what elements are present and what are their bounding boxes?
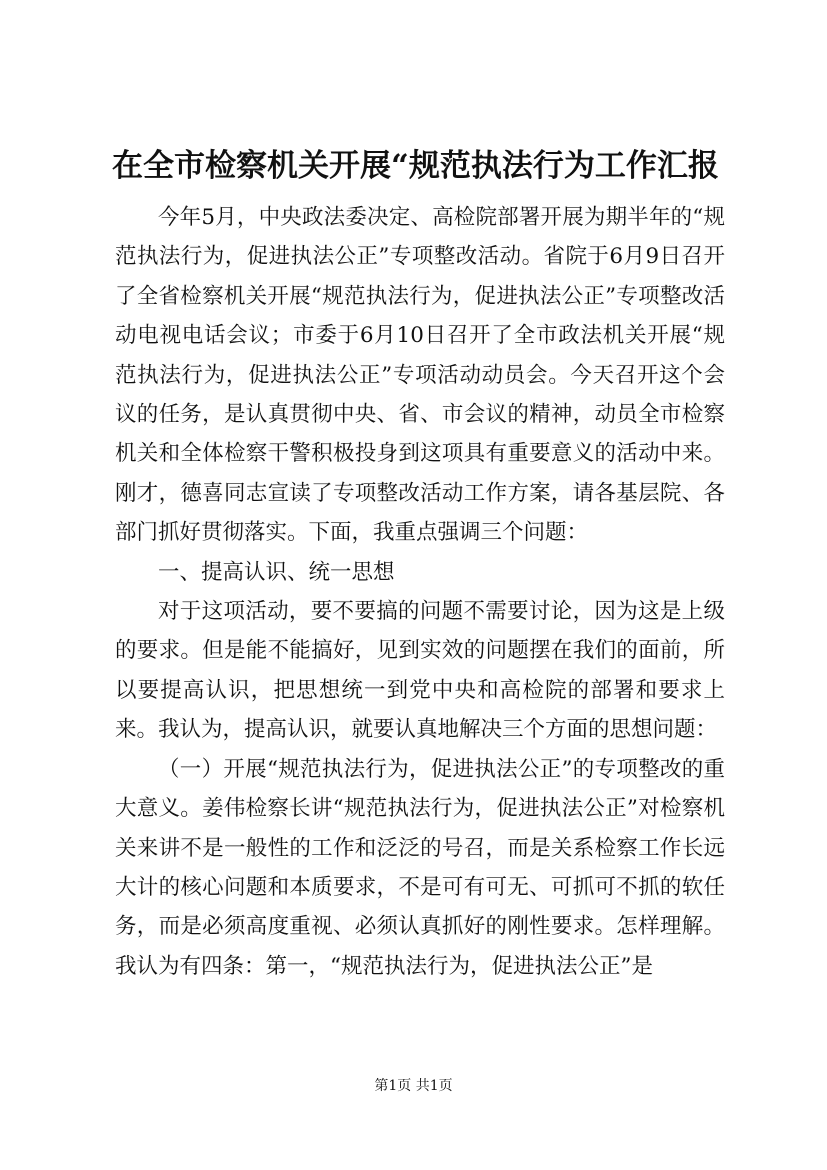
section-heading-1: 一、提高认识、统一思想 [158, 559, 395, 585]
document-body [115, 198, 725, 986]
paragraph-intro: 今年5月，中央政法委决定、高检院部署开展为期半年的“规范执法行为，促进执法公正”专项整改活动。省院于6月9日召开了全省检察机关开展“规范执法行为，促进执法公正”专项整改活动电视电话会议；市委于6月10日召开了全市政法机关开展“规范执法行为，促进执法公正”专项活动动员会。今天召开这个会议的任务，是认真贯彻中央、省、市会议的精神，动员全市检察机关和全体检察干警积极投身到这项具有重要意义的活动中来。刚才，德喜同志宣读了专项整改活动工作方案，请各基层院、各部门抓好贯彻落实。下面，我重点强调三个问题： [115, 205, 725, 546]
paragraph-subsection-1: （一）开展“规范执法行为，促进执法公正”的专项整改的重大意义。姜伟检察长讲“规范执法行为，促进执法公正”对检察机关来讲不是一般性的工作和泛泛的号召，而是关系检察工作长远大计的核心问题和本质要求，不是可有可无、可抓可不抓的软任务，而是必须高度重视、必须认真抓好的刚性要求。怎样理解。我认为有四条：第一，“规范执法行为，促进执法公正”是 [115, 756, 725, 979]
page-footer: 第1页 共1页 [374, 1078, 453, 1094]
document-title: 在全市检察机关开展“规范执法行为工作汇报 [112, 148, 719, 184]
paragraph-section-1: 对于这项活动，要不要搞的问题不需要讨论，因为这是上级的要求。但是能不能搞好，见到实效的问题摆在我们的面前，所以要提高认识，把思想统一到党中央和高检院的部署和要求上来。我认为，提高认识，就要认真地解决三个方面的思想问题： [115, 599, 725, 743]
